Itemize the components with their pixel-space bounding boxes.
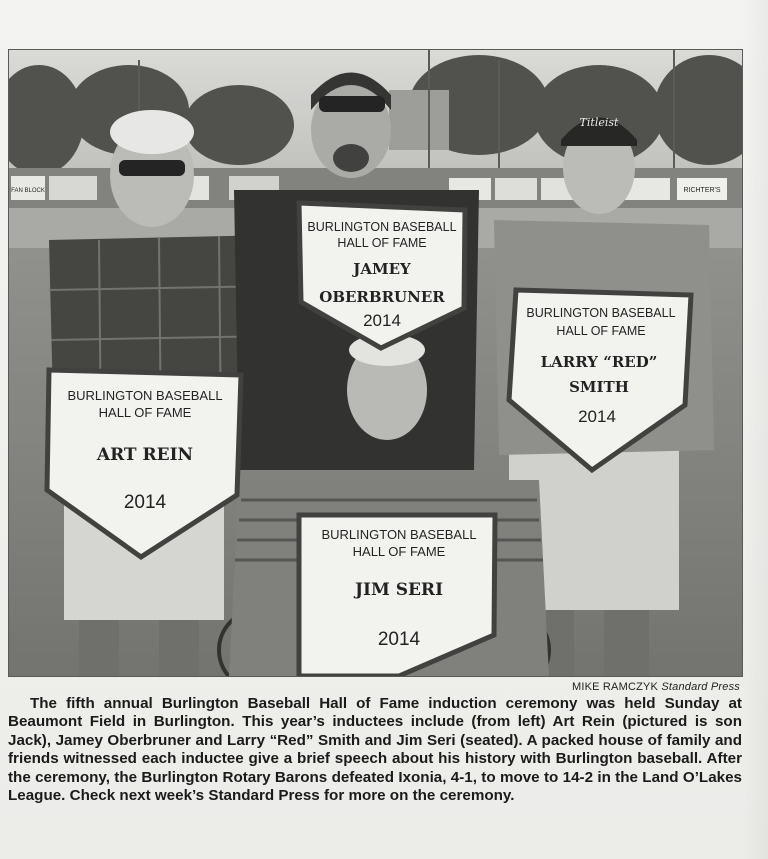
plaque-name: ART REIN <box>96 445 194 465</box>
plaque-name-2: OBERBRUNER <box>319 288 445 306</box>
plaque-year: 2014 <box>123 492 167 513</box>
photo <box>8 49 743 677</box>
plaque-name: JIM SERI <box>354 580 444 600</box>
plaque-line2: HALL OF FAME <box>98 405 192 420</box>
paper-edge-shadow <box>742 0 768 859</box>
cap-logo: Titleist <box>579 116 619 129</box>
plaque-line1: BURLINGTON BASEBALL <box>321 527 477 542</box>
plaque-line2: HALL OF FAME <box>337 236 427 250</box>
plaque-line2: HALL OF FAME <box>352 544 446 559</box>
plaque-line1: BURLINGTON BASEBALL <box>526 306 676 320</box>
photo-credit <box>572 681 740 693</box>
plaque-line2: HALL OF FAME <box>556 324 646 338</box>
plaque-year: 2014 <box>578 407 616 426</box>
plaque-year: 2014 <box>363 311 401 330</box>
plaque-line1: BURLINGTON BASEBALL <box>307 220 457 234</box>
photo-caption: The fifth annual Burlington Baseball Hall of Fame induction ceremony was held Sunday at Beaumont Field in Burlington. This year’s inductees include (from left) Art Rein (pictured is son Jack), Jamey Oberbruner and Larry “Red” Smith and Jim Seri (seated). A packed house of family and friends witnessed each inductee give a brief speech about his history with Burlington baseball. After the ceremony, the Burlington Rotary Barons defeated Ixonia, 4-1, to move to 14-2 in the Land O’Lakes League. Check next week’s Standard Press for more on the ceremony. <box>8 695 742 805</box>
plaque-year: 2014 <box>377 629 421 650</box>
publication-name: Standard Press <box>661 681 740 693</box>
fence-sign-text: FAN BLOCK <box>11 188 45 194</box>
plaque-name: LARRY “RED” <box>540 353 658 371</box>
plaque-line1: BURLINGTON BASEBALL <box>67 388 223 403</box>
plaque-name: JAMEY <box>353 260 411 278</box>
photographer-name: MIKE RAMCZYK <box>571 681 659 693</box>
halftone-overlay <box>9 50 742 676</box>
fence-sign-text: RICHTER'S <box>683 187 721 194</box>
plaque-name-2: SMITH <box>569 378 629 396</box>
photo-scene <box>9 50 742 676</box>
